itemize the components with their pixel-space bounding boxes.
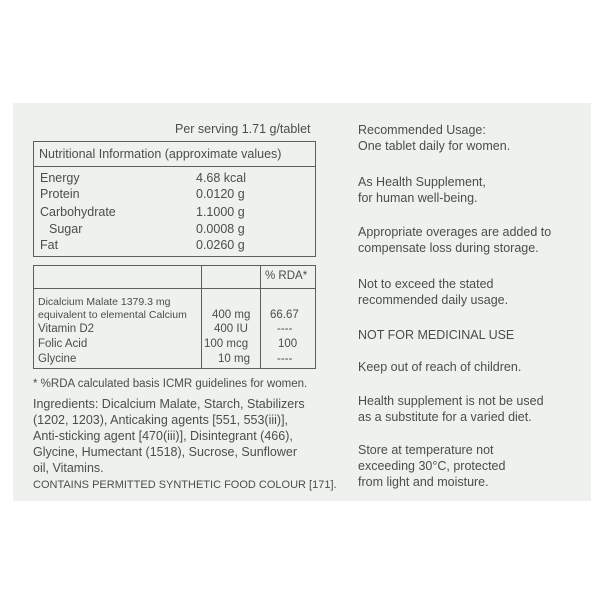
ingredient-name: Glycine	[38, 353, 77, 365]
ingredient-name: Vitamin D2	[38, 323, 95, 335]
nutrient-name: Fat	[40, 238, 59, 252]
ingredients-line: Ingredients: Dicalcium Malate, Starch, Stabilizers	[33, 397, 305, 411]
nutrient-name: Carbohydrate	[40, 205, 116, 219]
nutrient-name: Sugar	[49, 222, 83, 236]
ingredient-amount: 10 mg	[218, 353, 250, 365]
nutrient-value: 4.68 kcal	[196, 171, 247, 185]
ingredient-rda: ----	[277, 353, 293, 365]
serving-size: Per serving 1.71 g/tablet	[175, 122, 311, 136]
substitute-text: as a substitute for a varied diet.	[358, 410, 532, 424]
ingredient-amount: 400 mg	[212, 309, 251, 321]
nutrient-value: 0.0120 g	[196, 187, 245, 201]
nutrient-name: Energy	[40, 171, 80, 185]
usage-title: Recommended Usage:	[358, 123, 486, 137]
ingredients-line: (1202, 1203), Anticaking agents [551, 553(iii)],	[33, 413, 289, 427]
ingredients-line: oil, Vitamins.	[33, 461, 104, 475]
overages-text: Appropriate overages are added to	[358, 225, 552, 239]
store-text: Store at temperature not	[358, 443, 494, 457]
ingredients-line: Anti-sticking agent [470(iii)], Disintegrant (466),	[33, 429, 293, 443]
children-text: Keep out of reach of children.	[358, 360, 522, 374]
ingredient-amount: 100 mcg	[204, 338, 249, 350]
exceed-text: Not to exceed the stated	[358, 277, 494, 291]
usage-text: One tablet daily for women.	[358, 139, 511, 153]
store-text: exceeding 30°C, protected	[358, 459, 506, 473]
exceed-text: recommended daily usage.	[358, 293, 509, 307]
rda-header: % RDA*	[265, 270, 308, 282]
ingredient-name: Dicalcium Malate 1379.3 mg	[38, 296, 171, 308]
colour-note: CONTAINS PERMITTED SYNTHETIC FOOD COLOUR [171].	[33, 479, 337, 491]
nutrient-name: Protein	[40, 187, 80, 201]
substitute-text: Health supplement is not be used	[358, 394, 544, 408]
not-medicinal-text: NOT FOR MEDICINAL USE	[358, 328, 515, 342]
supplement-text: for human well-being.	[358, 191, 478, 205]
nutrient-value: 0.0008 g	[196, 222, 245, 236]
ingredient-amount: 400 IU	[214, 323, 248, 335]
ingredient-rda: ----	[277, 323, 293, 335]
overages-text: compensate loss during storage.	[358, 241, 539, 255]
rda-note: * %RDA calculated basis ICMR guidelines for women.	[33, 378, 308, 390]
nutrition-header: Nutritional Information (approximate values)	[34, 142, 315, 167]
supplement-text: As Health Supplement,	[358, 175, 486, 189]
ingredient-rda: 66.67	[270, 309, 299, 321]
nutrient-value: 1.1000 g	[196, 205, 245, 219]
ingredient-name: Folic Acid	[38, 338, 88, 350]
store-text: from light and moisture.	[358, 475, 489, 489]
ingredient-rda: 100	[278, 338, 298, 350]
ingredient-name-line2: equivalent to elemental Calcium	[38, 309, 187, 321]
ingredients-line: Glycine, Humectant (1518), Sucrose, Sunflower	[33, 445, 298, 459]
nutrient-value: 0.0260 g	[196, 238, 245, 252]
